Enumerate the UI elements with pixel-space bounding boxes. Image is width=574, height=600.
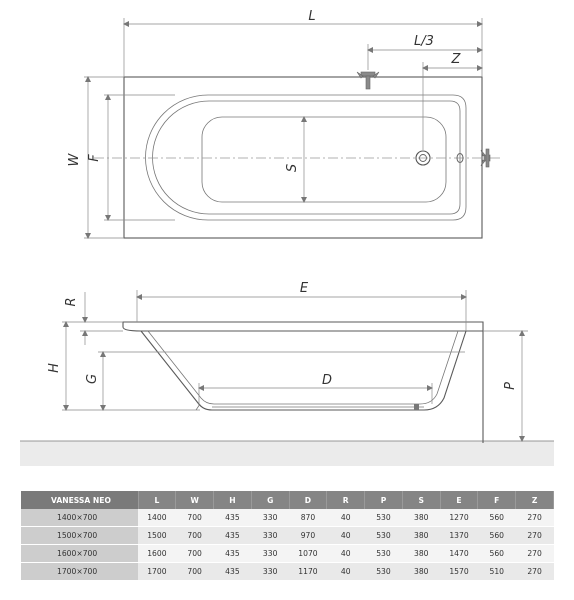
table-cell: 1600 [138, 545, 176, 563]
dim-label-W: W [67, 153, 82, 167]
table-row [21, 509, 554, 527]
dimensions-table [21, 491, 554, 581]
table-cell: 380 [402, 563, 440, 581]
table-cell: 435 [214, 509, 252, 527]
dim-label-G: G [85, 373, 100, 385]
table-cell: 40 [327, 527, 365, 545]
tub-inner-profile [148, 331, 458, 404]
table-cell: 380 [402, 527, 440, 545]
table-cell: 40 [327, 563, 365, 581]
table-cell: 1700 [138, 563, 176, 581]
table-header-row [21, 491, 554, 509]
table-header-E: E [440, 491, 478, 509]
table-cell-model: 1400×700 [21, 509, 138, 527]
table-cell: 530 [365, 545, 403, 563]
table-cell: 530 [365, 563, 403, 581]
table-header-R: R [327, 491, 365, 509]
dim-label-E: E [299, 281, 309, 296]
table-cell-model: 1700×700 [21, 563, 138, 581]
tub-bottom-flat [202, 117, 446, 202]
table-header-D: D [289, 491, 327, 509]
table-cell: 330 [251, 527, 289, 545]
table-cell: 530 [365, 509, 403, 527]
table-header-Z: Z [516, 491, 554, 509]
table-cell: 1070 [289, 545, 327, 563]
table-cell: 1500 [138, 527, 176, 545]
tub-inner-basin [146, 95, 467, 220]
table-cell: 270 [516, 527, 554, 545]
table-cell: 330 [251, 545, 289, 563]
table-cell: 40 [327, 545, 365, 563]
table-cell: 700 [176, 545, 214, 563]
table-cell: 270 [516, 509, 554, 527]
table-cell: 435 [214, 563, 252, 581]
table-cell: 1470 [440, 545, 478, 563]
dim-label-Z: Z [451, 52, 461, 67]
table-cell: 330 [251, 509, 289, 527]
top-view [67, 9, 500, 238]
dim-label-H: H [47, 363, 62, 373]
table-cell: 870 [289, 509, 327, 527]
table-cell: 530 [365, 527, 403, 545]
table-header-S: S [402, 491, 440, 509]
table-header-F: F [478, 491, 516, 509]
dim-label-L: L [308, 9, 316, 24]
dim-label-P: P [503, 382, 518, 390]
table-cell: 560 [478, 509, 516, 527]
table-cell: 270 [516, 563, 554, 581]
table-cell: 40 [327, 509, 365, 527]
table-cell: 270 [516, 545, 554, 563]
table-cell: 560 [478, 527, 516, 545]
table-header-W: W [176, 491, 214, 509]
table-cell: 435 [214, 527, 252, 545]
table-cell-model: 1500×700 [21, 527, 138, 545]
table-cell: 380 [402, 545, 440, 563]
table-cell: 330 [251, 563, 289, 581]
table-row [21, 527, 554, 545]
tub-body-profile [141, 331, 466, 410]
table-cell: 700 [176, 527, 214, 545]
table-cell: 700 [176, 563, 214, 581]
table-row [21, 563, 554, 581]
table-cell: 510 [478, 563, 516, 581]
table-cell: 1400 [138, 509, 176, 527]
table-cell: 1370 [440, 527, 478, 545]
floor [20, 441, 554, 466]
table-cell: 1270 [440, 509, 478, 527]
table-cell: 380 [402, 509, 440, 527]
table-header-model: VANESSA NEO [21, 491, 138, 509]
dim-label-F: F [87, 154, 102, 162]
table-cell: 970 [289, 527, 327, 545]
side-view [20, 281, 554, 466]
tub-rim-profile [123, 322, 483, 331]
table-cell-model: 1600×700 [21, 545, 138, 563]
dim-label-D: D [321, 373, 333, 388]
table-row [21, 545, 554, 563]
dim-label-L3: L/3 [414, 34, 434, 49]
dim-label-R: R [64, 297, 79, 307]
table-header-H: H [214, 491, 252, 509]
table-cell: 1570 [440, 563, 478, 581]
table-cell: 560 [478, 545, 516, 563]
table-header-L: L [138, 491, 176, 509]
table-cell: 1170 [289, 563, 327, 581]
table-cell: 435 [214, 545, 252, 563]
tub-inner-basin-2 [153, 101, 460, 214]
table-header-P: P [365, 491, 403, 509]
table-cell: 700 [176, 509, 214, 527]
drain-side-icon [414, 404, 419, 410]
table-header-G: G [251, 491, 289, 509]
faucet-top-icon [357, 72, 379, 89]
dim-label-S: S [285, 163, 300, 173]
